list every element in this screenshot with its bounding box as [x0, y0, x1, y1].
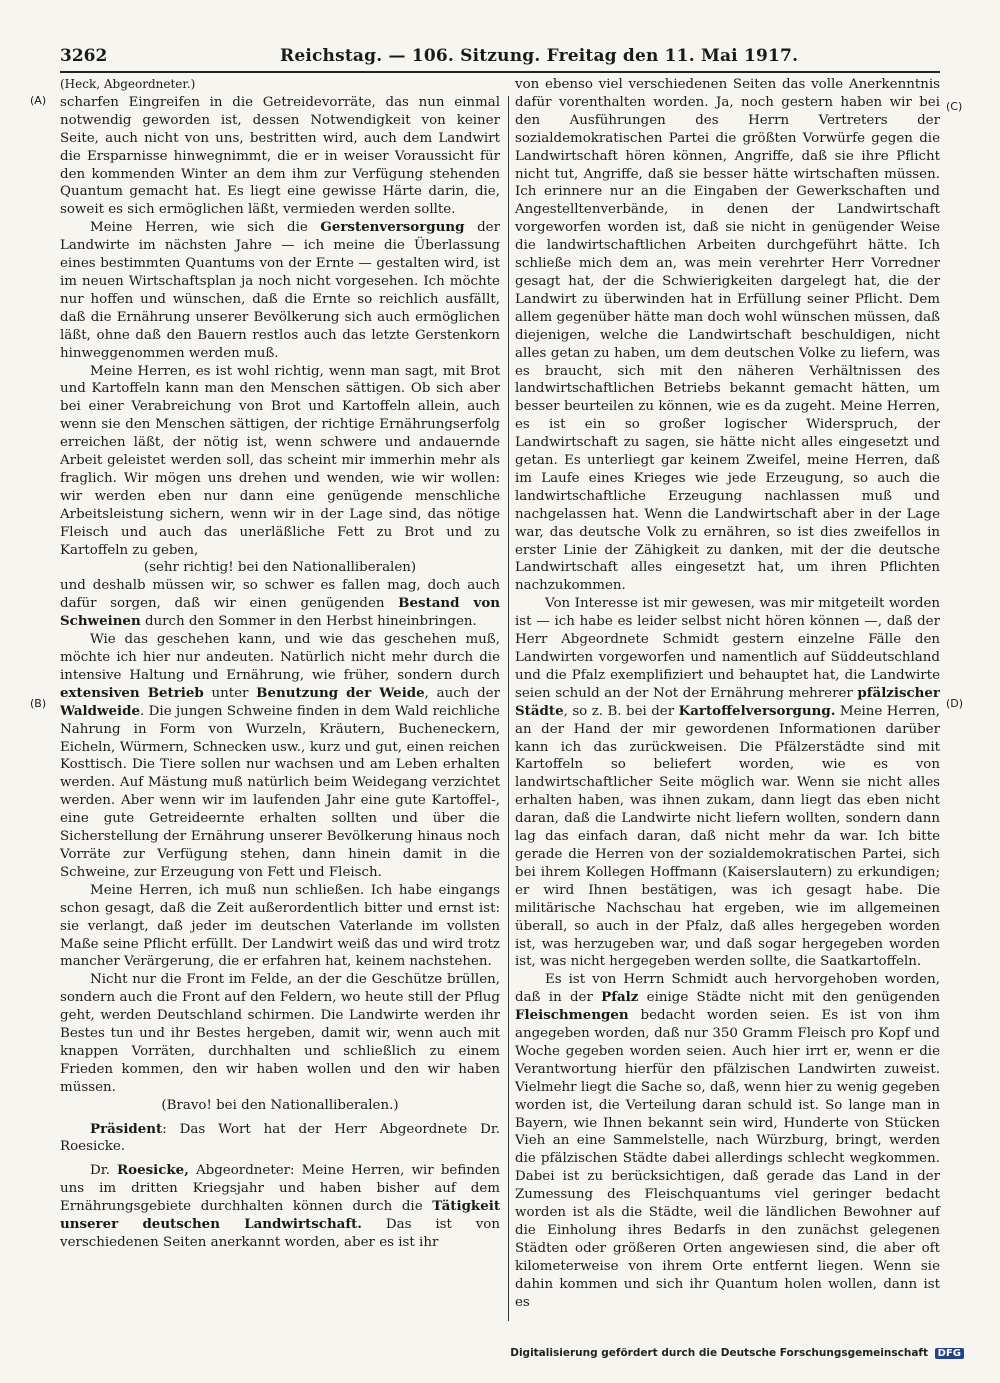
left-column	[60, 76, 500, 1252]
emphasis: Gerstenversorgung	[320, 219, 465, 236]
emphasis: pfälzischer Städte	[515, 684, 940, 719]
column-divider	[508, 96, 509, 1321]
interjection: (Bravo! bei den Nationalliberalen.)	[161, 1097, 399, 1113]
margin-mark-d: (D)	[946, 697, 964, 710]
paragraph: Meine Herren, es ist wohl richtig, wenn man sagt, mit Brot und Kartoffeln kann man den Menschen sättigen. Ob sich aber bei einer Verabreichung von Brot und Kartoffeln allein, auch wenn sie den Menschen sättigen, der richtige Ernährungserfolg erreichen läßt, der nötig ist, wenn schwere und andauernde Arbeit geleistet werden soll, das scheint mir immerhin mehr als fraglich. Wir mögen uns drehen und wenden, wie wir wollen: wir werden eben nur dann eine genügende menschliche Arbeitsleistung sichern, wenn wir in der Lage sind, das nötige Fleisch und auch das unerläßliche Fett zu Brot und zu Kartoffeln zu geben,	[60, 363, 500, 558]
margin-mark-c: (C)	[946, 100, 963, 113]
paragraph: Meine Herren, ich muß nun schließen. Ich habe eingangs schon gesagt, daß die Zeit außerordentlich bitter und ernst ist: sie verlangt, daß jeder im deutschen Vaterlande im vollsten Maße seine Pflicht erfüllt. Der Landwirt weiß das und wird trotz mancher Verärgerung, die er erfahren hat, keinem nachstehen.	[60, 882, 500, 970]
paragraph: Wie das geschehen kann, und wie das geschehen muß, möchte ich hier nur andeuten. Natürlich nicht mehr durch die intensive Haltung und Ernährung, wie früher, sondern durch extensiven Betrieb unter Benutzung der Weide, auch der Waldweide. Die jungen Schweine finden in dem Wald reichliche Nahrung in Form von Wurzeln, Kräutern, Bucheneckern, Eicheln, Würmern, Schnecken usw., kurz und gut, einen reichen Kosttisch. Die Tiere sollen nur wachsen und am Leben erhalten werden. Auf Mästung muß natürlich beim Weidegang verzichtet werden. Aber wenn wir im laufenden Jahr eine gute Kartoffel-, eine gute Getreideernte erhalten sollten und über die Sicherstellung der Ernährung unserer Bevölkerung hinaus noch Vorräte zur Verfügung stehen, dann hinein damit in die Schweine, zur Erzeugung von Fett und Fleisch.	[60, 632, 500, 880]
paragraph: Nicht nur die Front im Felde, an der die Geschütze brüllen, sondern auch die Front auf den Feldern, wo heute still der Pflug geht, werden Deutschland schirmen. Die Landwirte werden ihr Bestes tun und ihr Bestes hergeben, damit wir, wenn auch mit knappen Vorräten, durchhalten und schließlich zu einem Frieden kommen, den wir haben wollen und den wir haben müssen.	[60, 972, 500, 1095]
emphasis: Fleischmengen	[515, 1007, 629, 1024]
digitization-credit	[510, 1347, 964, 1359]
speaker-name: Präsident	[90, 1120, 163, 1137]
header-rule	[60, 71, 940, 73]
paragraph: und deshalb müssen wir, so schwer es fallen mag, doch auch dafür sorgen, daß wir einen genügenden Bestand von Schweinen durch den Sommer in den Herbst hineinbringen.	[60, 578, 500, 630]
speaker-name: Roesicke,	[117, 1162, 189, 1179]
dfg-logo: DFG	[935, 1348, 964, 1359]
emphasis: Pfalz	[601, 989, 639, 1006]
credit-text: Digitalisierung gefördert durch die Deutsche Forschungsgemeinschaft	[510, 1347, 928, 1359]
emphasis: Benutzung der Weide	[256, 684, 425, 701]
paragraph: Von Interesse ist mir gewesen, was mir mitgeteilt worden ist — ich habe es leider selbst nicht hören können —, daß der Herr Abgeordnete Schmidt gestern einzelne Fälle den Landwirten vorgeworfen und namentlich auf Süddeutschland und die Pfalz exemplifiziert und behauptet hat, die Landwirte seien schuld an der Not der Ernährung mehrerer pfälzischer Städte, so z. B. bei der Kartoffelversorgung. Meine Herren, an der Hand der mir gewordenen Informationen darüber kann ich das zurückweisen. Die Pfälzerstädte sind mit Kartoffeln so beliefert worden, wie es von landwirtschaftlicher Seite möglich war. Wenn sie nicht alles erhalten haben, was ihnen zukam, dann liegt das eben nicht daran, daß die Landwirte nicht liefern wollten, sondern dann lag das einfach daran, daß nicht mehr da war. Ich bitte gerade die Herren von der sozialdemokratischen Partei, sich bei ihrem Kollegen Hoffmann (Kaiserslautern) zu erkundigen; er wird Ihnen bestätigen, was ich gesagt habe. Die militärische Nachschau hat ergeben, wie im allgemeinen überall, so auch in der Pfalz, daß alles hergegeben worden ist, was herzugeben war, und daß sogar hergegeben worden ist, was nicht hergegeben werden sollte, die Saatkartoffeln.	[515, 596, 940, 970]
paragraph: Meine Herren, wie sich die Gerstenversorgung der Landwirte im nächsten Jahre — ich meine die Überlassung eines bestimmten Quantums von der Ernte — gestalten wird, ist im neuen Wirtschaftsplan ja noch nicht vorgesehen. Ich möchte nur hoffen und wünschen, daß die Ernte so reichlich ausfällt, daß die Ernährung unserer Bevölkerung sich auch ermöglichen läßt, ohne daß den Bauern restlos auch das letzte Gerstenkorn hinweggenommen werden muß.	[60, 219, 501, 361]
page-number: 3262	[60, 46, 108, 66]
emphasis: Waldweide	[60, 702, 141, 719]
paragraph: von ebenso viel verschiedenen Seiten das volle Anerkenntnis dafür vorenthalten worden. Ja, noch gestern haben wir bei den Ausführungen des Herrn Vertreters der sozialdemokratischen Partei die größten Vorwürfe gegen die Landwirtschaft hören können, Angriffe, daß sie ihre Pflicht nicht tut, Angriffe, daß sie besser hätte wirtschaften müssen. Ich erinnere nur an die Eingaben der Gewerkschaften und Angestelltenverbände, in denen der Landwirtschaft vorgeworfen worden ist, daß sie nicht in genügender Weise die landwirtschaftlichen Arbeiten durchgeführt hätte. Ich schließe mich dem an, was mein verehrter Herr Vorredner gesagt hat, der die Schwierigkeiten dargelegt hat, die der Landwirt zu überwinden hat in Erfüllung seiner Pflicht. Dem allem gegenüber hätte man doch wohl wünschen müssen, daß diejenigen, welche die Landwirtschaft beschuldigen, nicht alles getan zu haben, um dem deutschen Volke zu liefern, was es braucht, sich mit den näheren Verhältnissen des landwirtschaftlichen Betriebs bekannt gemacht hätten, um besser beurteilen zu können, wie es da zugeht. Meine Herren, es ist ein so großer logischer Widerspruch, der Landwirtschaft zu sagen, sie hätte nicht alles eingesetzt und getan. Es unterliegt gar keinem Zweifel, meine Herren, daß im Laufe eines Krieges wie jede Erzeugung, so auch die landwirtschaftliche Erzeugung nachlassen muß und nachgelassen hat. Wenn die Landwirtschaft aber in der Lage war, das deutsche Volk zu ernähren, so ist dies zweifellos in erster Linie der Zähigkeit zu danken, mit der die deutsche Landwirtschaft alles eingesetzt hat, um ihren Pflichten nachzukommen.	[515, 77, 940, 594]
emphasis: Kartoffelversorgung.	[678, 702, 836, 719]
paragraph: Es ist von Herrn Schmidt auch hervorgehoben worden, daß in der Pfalz einige Städte nicht mit den genügenden Fleischmengen bedacht worden seien. Es ist von ihm angegeben worden, daß nur 350 Gramm Fleisch pro Kopf und Woche gegeben worden seien. Auch hier irrt er, wenn er die Verantwortung hierfür den pfälzischen Landwirten zuweist. Vielmehr liegt die Sache so, daß, wenn hier zu wenig gegeben worden ist, die Verteilung daran schuld ist. So lange man in Bayern, wie Ihnen bekannt sein wird, Hunderte von Stücken Vieh an eine Sammelstelle, nach Würzburg, bringt, werden die pfälzischen Städte dabei allerdings schlecht wegkommen. Dabei ist zu berücksichtigen, daß gerade das Land in der Zumessung des Fleischquantums viel geringer bedacht worden ist als die Städte, weil die ländlichen Bewohner auf die Einholung ihres Bedarfs in den zunächst gelegenen Städten oder größeren Orten angewiesen sind, die aber oft kilometerweise von ihrem Orte entfernt liegen. Wenn sie dahin kommen und sich ihr Quantum holen wollen, dann ist es	[515, 972, 940, 1310]
running-title: Reichstag. — 106. Sitzung. Freitag den 11. Mai 1917.	[280, 46, 799, 66]
emphasis: Bestand von Schweinen	[60, 595, 500, 630]
speaker-tag: (Heck, Abgeordneter.)	[60, 77, 196, 91]
paragraph: scharfen Eingreifen in die Getreidevorräte, das nun einmal notwendig geworden ist, dessen Notwendigkeit von keiner Seite, auch nicht von uns, bestritten wird, auch dem Landwirt die Ersparnisse hinwegnimmt, die er in weiser Voraussicht für den kommenden Winter an dem ihm zur Verfügung stehenden Quantum gemacht hat. Es liegt eine gewisse Härte darin, die, soweit es sich ermöglichen läßt, vermieden werden sollte.	[60, 94, 500, 218]
interjection: (sehr richtig! bei den Nationalliberalen)	[143, 560, 417, 576]
right-column	[515, 76, 940, 1312]
emphasis: extensiven Betrieb	[60, 684, 204, 701]
page-header	[60, 46, 940, 70]
paragraph: Dr. Roesicke, Abgeordneter: Meine Herren, wir befinden uns im dritten Kriegsjahr und haben bisher auf dem Ernährungsgebiete durchhalten können durch die Tätigkeit unserer deutschen Landwirtschaft. Das ist von verschiedenen Seiten anerkannt worden, aber es ist ihr	[60, 1162, 500, 1250]
margin-mark-b: (B)	[30, 697, 47, 710]
margin-mark-a: (A)	[30, 94, 47, 107]
emphasis: Tätigkeit unserer deutschen Landwirtschaft.	[60, 1198, 500, 1233]
paragraph: Präsident: Das Wort hat der Herr Abgeordnete Dr. Roesicke.	[60, 1120, 500, 1155]
